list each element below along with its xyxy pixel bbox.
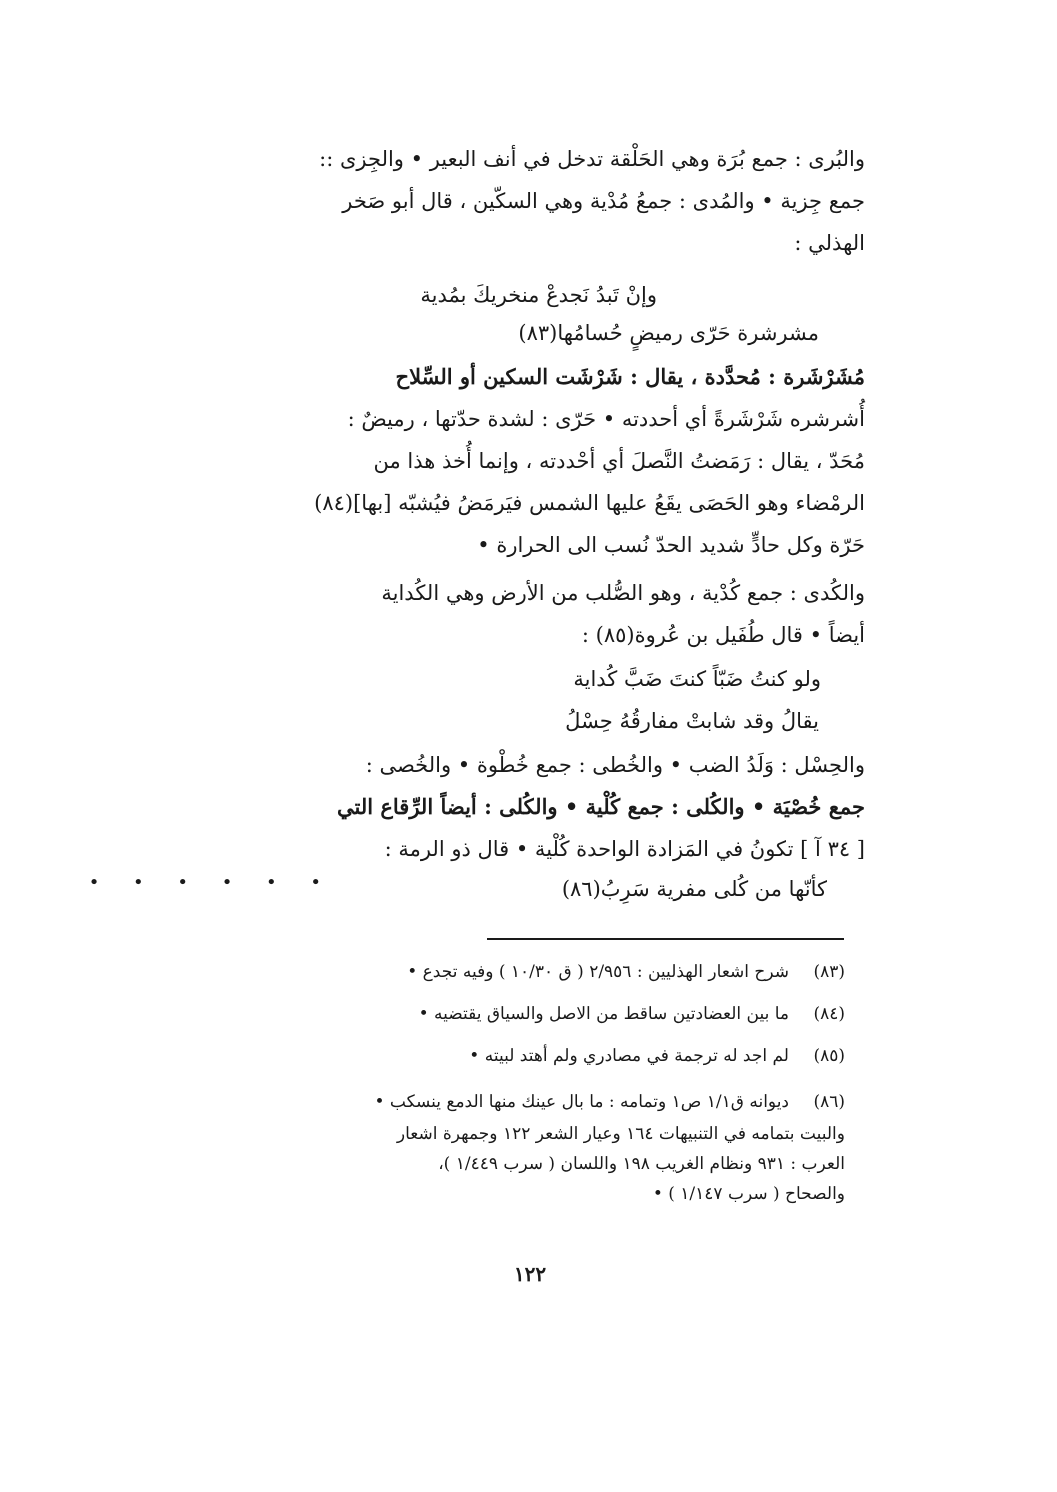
footnote-number: (٨٤): [813, 1004, 845, 1024]
body-line: الرمْضاء وهو الحَصَى يقَعُ عليها الشمس فيَرمَضُ فيُشبّه [بها](٨٤): [314, 491, 865, 515]
body-line: أُشرشره شَرْشَرةً أي أحددته • حَرّى : لشدة حدّتها ، رميضٌ :: [347, 407, 865, 431]
verse-line: ولو كنتُ ضَبّاً كنتَ ضَبَّ كُداية: [573, 667, 821, 691]
footnote-text: ديوانه ق١/١ ص١ وتمامه : ما بال عينك منها الدمع ينسكب •: [374, 1092, 789, 1112]
page-number: ١٢٢: [513, 1262, 547, 1286]
footnote-number: (٨٦): [813, 1092, 845, 1112]
body-line: الهذلي :: [794, 231, 865, 255]
body-line: والحِسْل : وَلَدُ الضب • والخُطى : جمع خُطْوة • والخُصى :: [365, 753, 865, 777]
body-line: حَرّة وكل حادٍّ شديد الحدّ نُسب الى الحرارة •: [477, 533, 865, 557]
footnote-number: (٨٣): [813, 962, 845, 982]
footnote-text: شرح اشعار الهذليين : ٢/٩٥٦ ( ق ١٠/٣٠ ) وفيه تجدع •: [407, 962, 789, 982]
verse-line: كأنّها من كُلى مفرية سَرِبُ(٨٦): [561, 877, 827, 901]
footnote-continuation: والبيت بتمامه في التنبيهات ١٦٤ وعيار الشعر ١٢٢ وجمهرة اشعار: [396, 1124, 845, 1144]
footnote-text: ما بين العضادتين ساقط من الاصل والسياق يقتضيه •: [418, 1004, 789, 1024]
ellipsis-dots: • • • • • •: [88, 872, 335, 893]
footnote-84: [205, 1000, 845, 1029]
verse-line: يقالُ وقد شابتْ مفارقُهُ حِسْلُ: [565, 709, 819, 733]
body-line: جمع جِزية • والمُدى : جمعُ مُدْية وهي السكّين ، قال أبو صَخر: [342, 189, 865, 213]
footnote-86: [205, 1088, 845, 1117]
body-line: جمع خُصْيَة • والكُلى : جمع كُلْية • والكُلى : أيضاً الرِّقاع التي: [336, 794, 865, 819]
verse-line: مشرشرة حَرّى رميضٍ حُسامُها(٨٣): [518, 321, 819, 345]
verse-line: وإنْ تَبدُ نَجدعْ منخريكَ بمُدية: [420, 283, 657, 307]
footnote-number: (٨٥): [813, 1046, 845, 1066]
body-line: والبُرى : جمع بُرَة وهي الحَلْقة تدخل في أنف البعير • والجِزى ::: [319, 147, 865, 171]
body-line: [ ٣٤ آ ] تكونُ في المَزادة الواحدة كُلْية • قال ذو الرمة :: [384, 837, 865, 861]
body-line: أيضاً • قال طُفَيل بن عُروة(٨٥) :: [581, 623, 865, 647]
footnote-divider: [487, 938, 844, 940]
body-line: مُحَدّ ، يقال : رَمَضتُ النَّصلَ أي أحْددته ، وإنما أُخذ هذا من: [373, 449, 865, 473]
footnote-continuation: والصحاح ( سرب ١/١٤٧ ) •: [652, 1184, 845, 1204]
footnote-85: [205, 1042, 845, 1071]
footnote-continuation: العرب : ٩٣١ ونظام الغريب ١٩٨ واللسان ( سرب ١/٤٤٩ )،: [438, 1154, 845, 1174]
footnote-text: لم اجد له ترجمة في مصادري ولم أهتد لبيته •: [469, 1046, 789, 1066]
body-line: مُشَرْشَرة : مُحدَّدة ، يقال : شَرْشَت السكين أو السِّلاح: [395, 364, 865, 389]
body-line: والكُدى : جمع كُدْية ، وهو الصُّلب من الأرض وهي الكُداية: [381, 581, 865, 605]
footnote-83: [205, 958, 845, 987]
